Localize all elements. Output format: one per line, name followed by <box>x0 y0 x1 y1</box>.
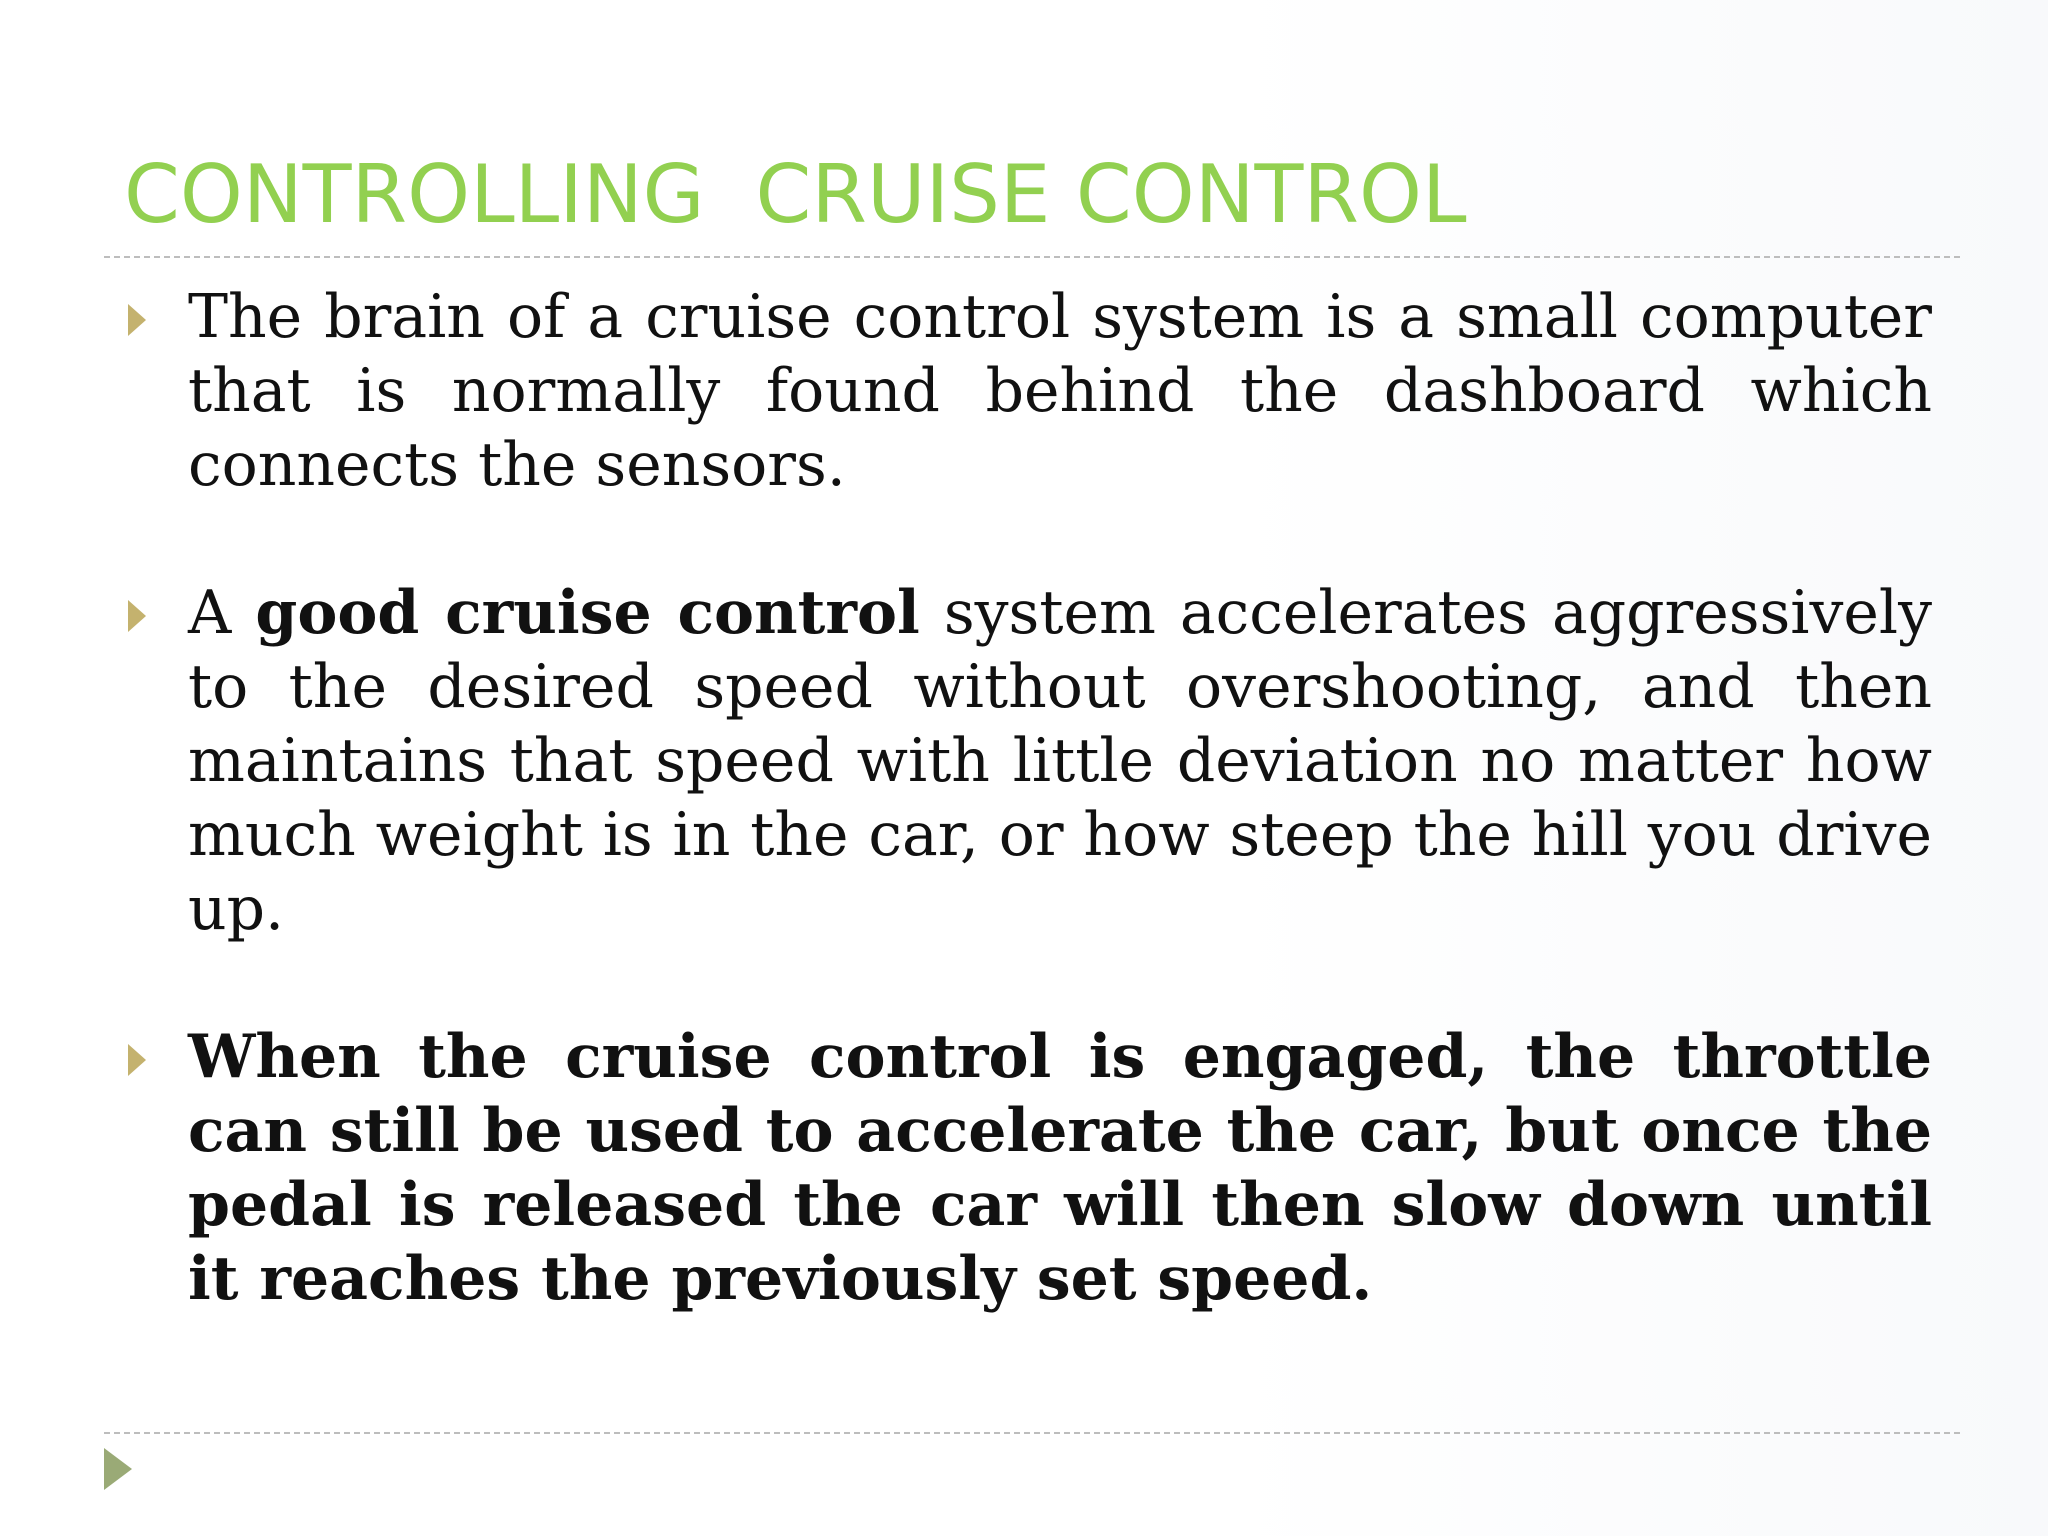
bullet-text-2-prefix: A <box>188 578 256 648</box>
bullet-list <box>124 280 1932 1316</box>
bullet-item-2 <box>124 576 1932 946</box>
footer-divider <box>104 1432 1960 1434</box>
title-divider <box>104 256 1960 258</box>
bullet-text-1: The brain of a cruise control system is a small computer that is normally found behind the dashboard which connects the sensors. <box>188 282 1932 500</box>
slide-title: CONTROLLING CRUISE CONTROL <box>124 148 1467 241</box>
footer-triangle-icon <box>104 1448 132 1490</box>
bullet-arrow-icon <box>128 1044 146 1076</box>
bullet-text-2-emphasis: good cruise control <box>255 578 920 648</box>
bullet-arrow-icon <box>128 304 146 336</box>
bullet-arrow-icon <box>128 600 146 632</box>
bullet-item-3 <box>124 1020 1932 1316</box>
bullet-item-1 <box>124 280 1932 502</box>
bullet-text-3: When the cruise control is engaged, the throttle can still be used to accelerate the car, but once the pedal is released the car will then slow down until it reaches the previously set speed. <box>188 1022 1932 1314</box>
bullet-text-2-suffix: system accelerates aggressively to the desired speed without overshooting, and then maintains that speed with little deviation no matter how much weight is in the car, or how steep the hill you drive up. <box>188 578 1932 944</box>
